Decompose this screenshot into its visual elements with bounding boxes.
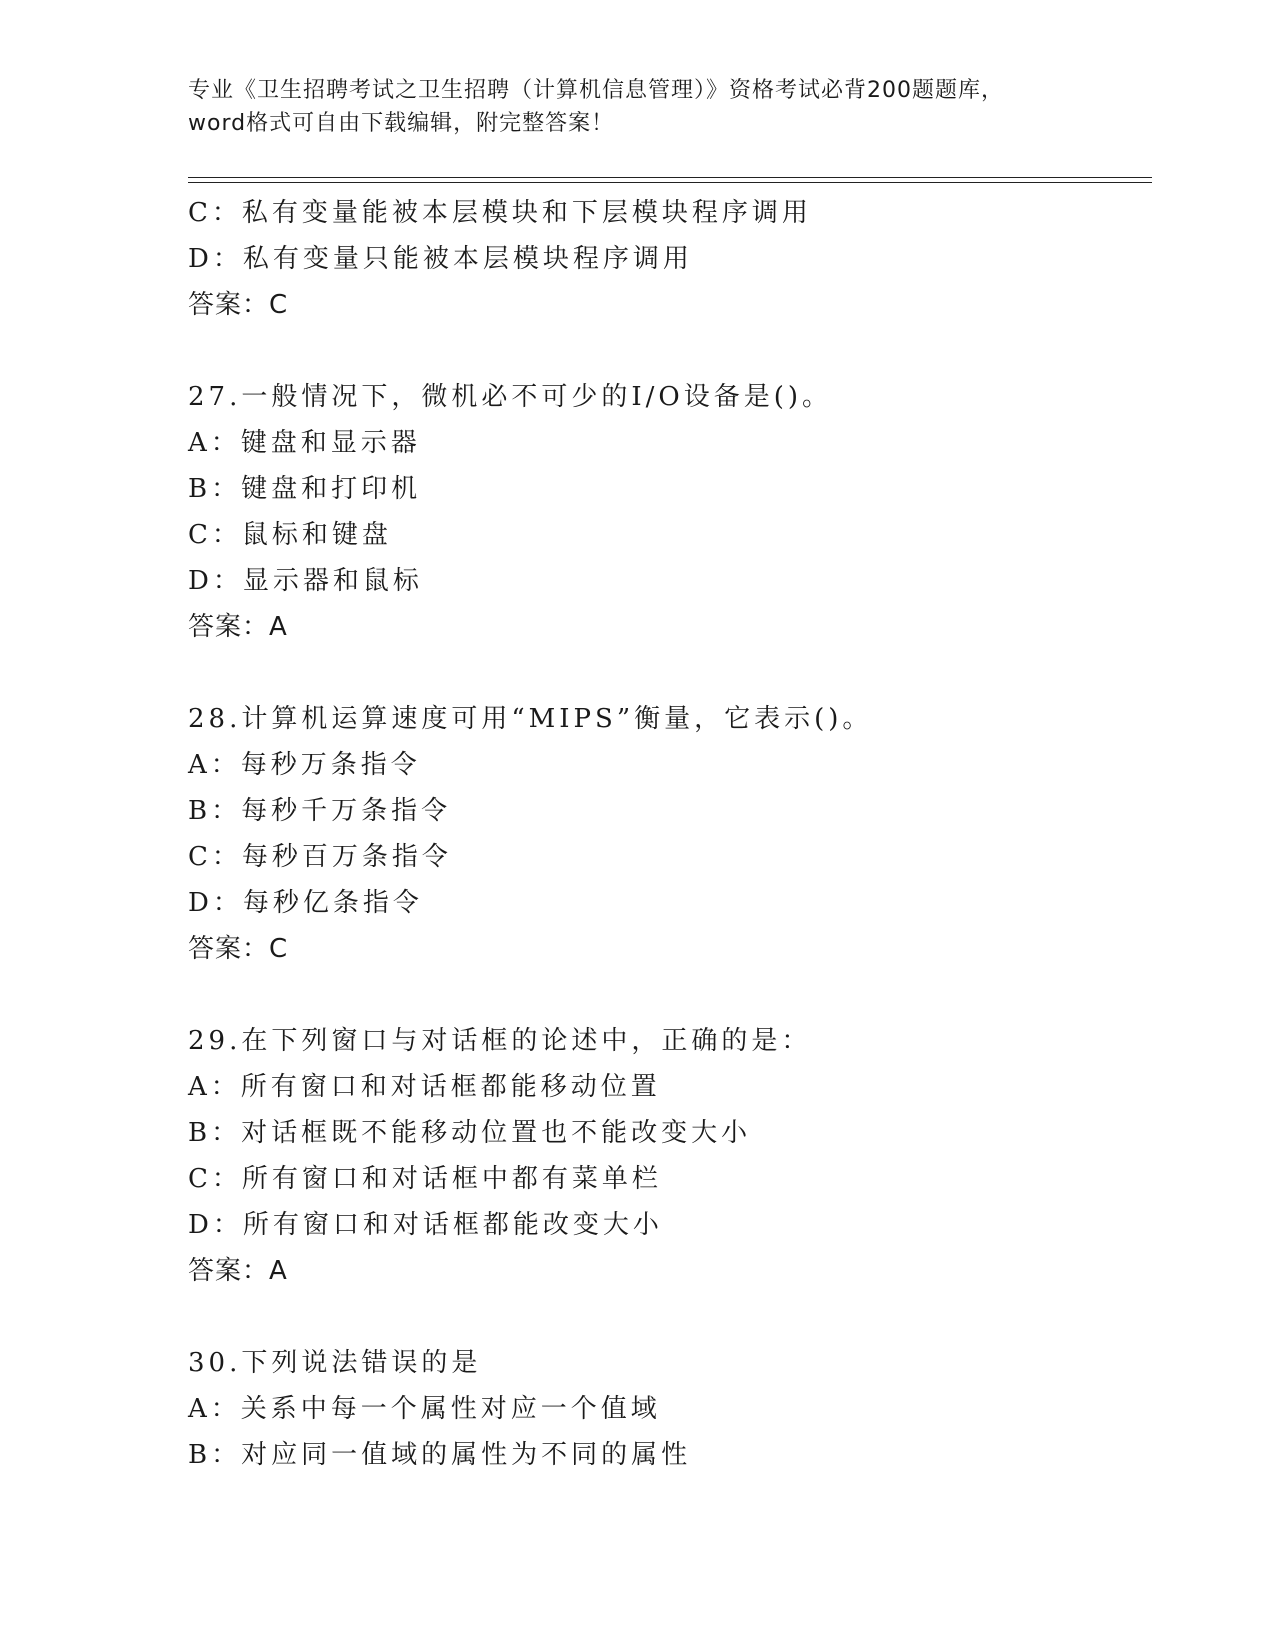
option-c: C：所有窗口和对话框中都有菜单栏 — [188, 1164, 662, 1194]
question-stem: 30.下列说法错误的是 — [188, 1348, 482, 1378]
option-c: C：私有变量能被本层模块和下层模块程序调用 — [188, 198, 812, 228]
question-stem: 29.在下列窗口与对话框的论述中，正确的是： — [188, 1026, 812, 1056]
document-header — [188, 74, 1148, 140]
spacer — [188, 972, 1148, 1018]
spacer — [188, 328, 1148, 374]
answer-line: 答案：C — [188, 290, 289, 320]
option-a: A：所有窗口和对话框都能移动位置 — [188, 1072, 661, 1102]
option-d: D：所有窗口和对话框都能改变大小 — [188, 1210, 663, 1240]
option-c: C：鼠标和键盘 — [188, 520, 392, 550]
question-block-30 — [188, 1340, 1148, 1478]
spacer — [188, 650, 1148, 696]
question-list — [188, 190, 1148, 1478]
option-d: D：私有变量只能被本层模块程序调用 — [188, 244, 693, 274]
spacer — [188, 1294, 1148, 1340]
question-block-29 — [188, 1018, 1148, 1294]
option-a: A：键盘和显示器 — [188, 428, 421, 458]
answer-line: 答案：A — [188, 1256, 288, 1286]
question-stem: 27.一般情况下，微机必不可少的I/O设备是()。 — [188, 382, 832, 412]
answer-line: 答案：C — [188, 934, 289, 964]
option-b: B：键盘和打印机 — [188, 474, 422, 504]
header-title-line-1: 专业《卫生招聘考试之卫生招聘（计算机信息管理）》资格考试必背200题题库， — [188, 78, 1004, 103]
option-d: D：每秒亿条指令 — [188, 888, 423, 918]
option-d: D：显示器和鼠标 — [188, 566, 423, 596]
question-block-28 — [188, 696, 1148, 972]
header-divider-bottom — [188, 182, 1152, 183]
header-title-line-2: word格式可自由下载编辑，附完整答案！ — [188, 111, 615, 136]
question-block-27 — [188, 374, 1148, 650]
option-a: A：每秒万条指令 — [188, 750, 421, 780]
option-b: B：每秒千万条指令 — [188, 796, 452, 826]
option-a: A：关系中每一个属性对应一个值域 — [188, 1394, 661, 1424]
question-stem: 28.计算机运算速度可用“MIPS”衡量，它表示()。 — [188, 704, 873, 734]
option-b: B：对话框既不能移动位置也不能改变大小 — [188, 1118, 752, 1148]
answer-line: 答案：A — [188, 612, 288, 642]
option-b: B：对应同一值域的属性为不同的属性 — [188, 1440, 692, 1470]
option-c: C：每秒百万条指令 — [188, 842, 452, 872]
question-block-continued — [188, 190, 1148, 328]
header-divider-top — [188, 177, 1152, 178]
